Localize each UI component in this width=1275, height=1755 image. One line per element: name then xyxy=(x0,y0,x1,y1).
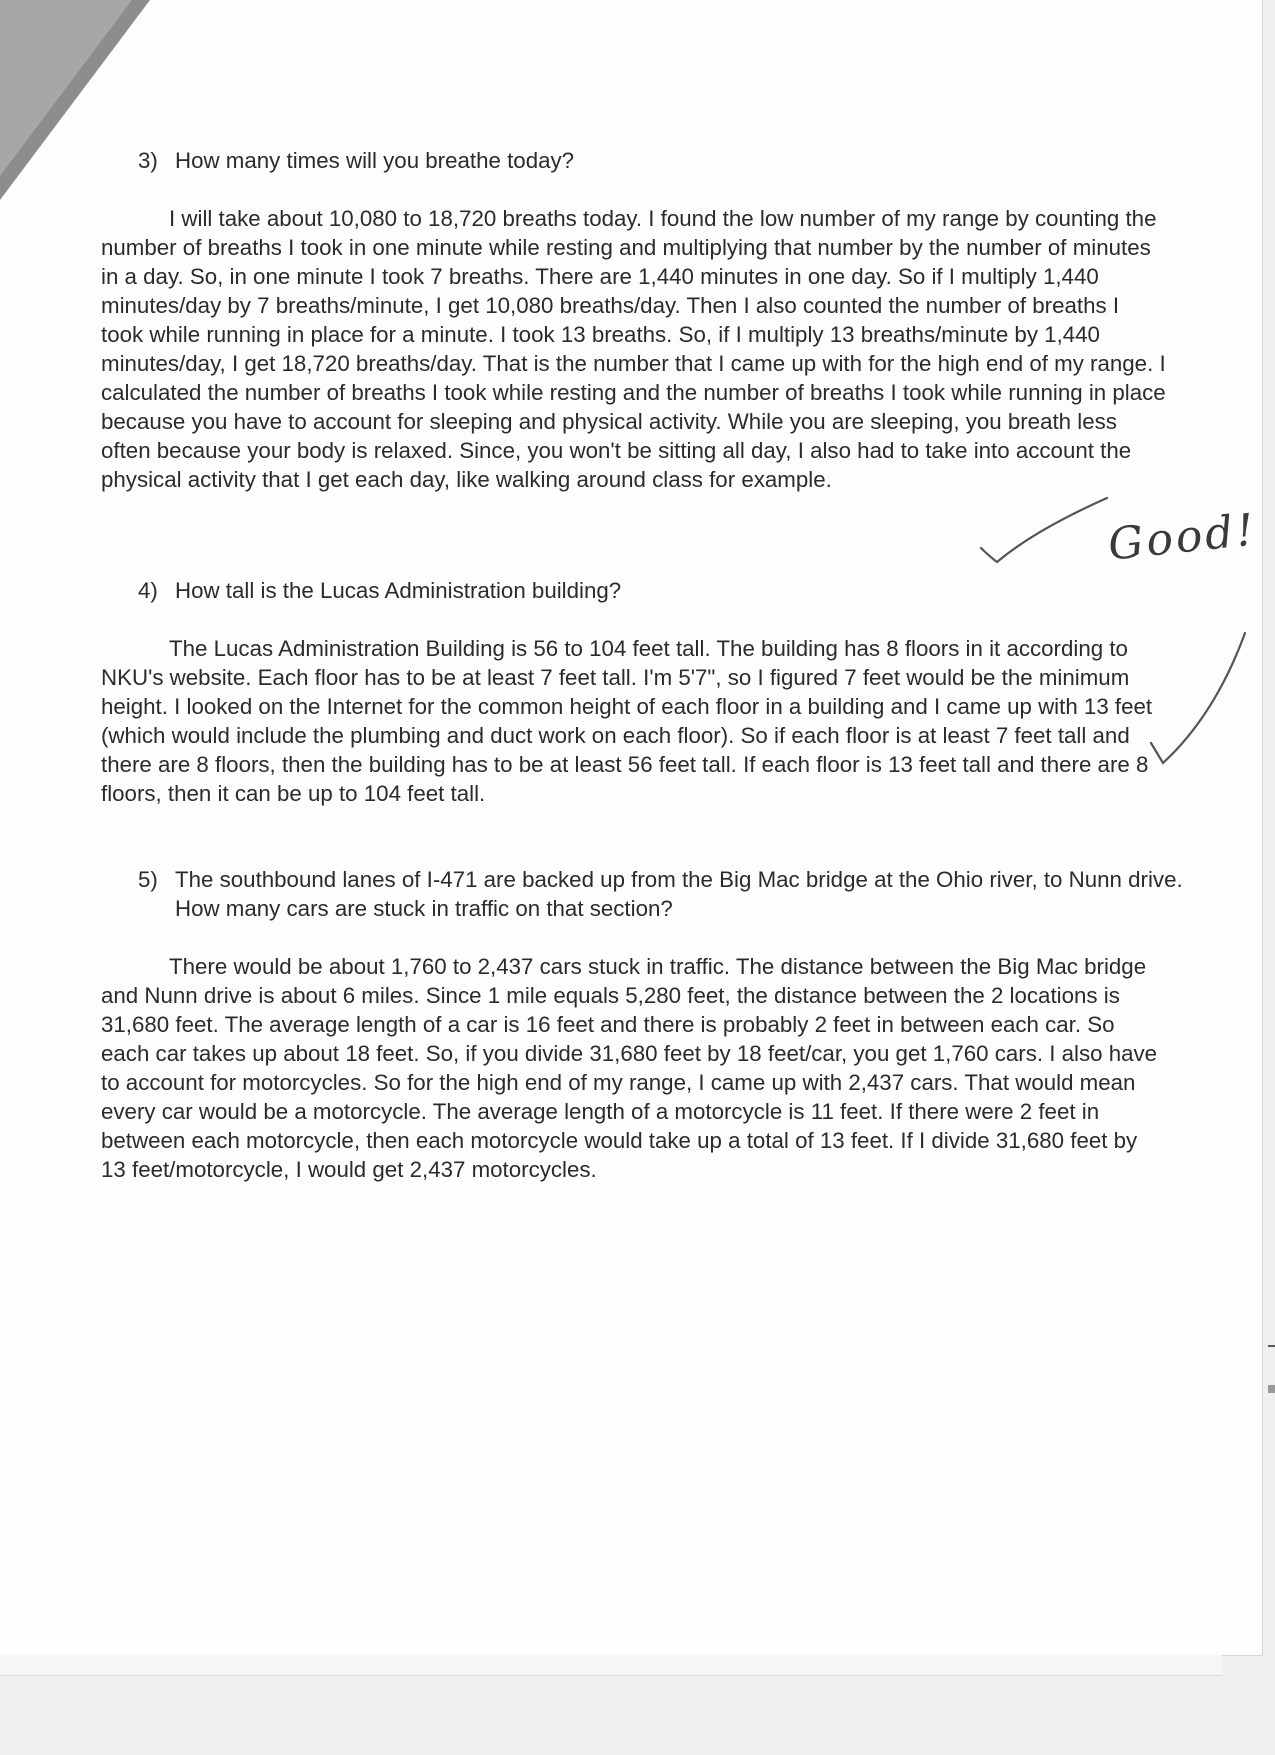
question-number: 4) xyxy=(138,578,158,603)
scan-edge-mark xyxy=(1268,1385,1275,1393)
question-text: How tall is the Lucas Administration building? xyxy=(175,578,622,603)
answer-4: The Lucas Administration Building is 56 to 104 feet tall. The building has 8 floors in it according to NKU's website. Each floor has to be at least 7 feet tall. I'm 5'7", so I figured 7 feet would be the minimum height. I looked on the Internet for the common height of each floor in a building and I came up with 13 feet (which would include the plumbing and duct work on each floor). So if each floor is at least 7 feet tall and there are 8 floors, then the building has to be at least 56 feet tall. If each floor is 13 feet tall and there are 8 floors, then it can be up to 104 feet tall. xyxy=(101,636,1153,806)
check-mark-icon xyxy=(1145,625,1255,775)
answer-3: I will take about 10,080 to 18,720 breaths today. I found the low number of my range by counting the number of breaths I took in one minute while resting and multiplying that number by the number of minutes in a day. So, in one minute I took 7 breaths. There are 1,440 minutes in one day. So if I multiply 1,440 minutes/day by 7 breaths/minute, I get 10,080 breaths/day. Then I also counted the number of breaths I took while running in place for a minute. I took 13 breaths. So, if I multiply 13 breaths/minute by 1,440 minutes/day, I get 18,720 breaths/day. That is the number that I came up with for the high end of my range. I calculated the number of breaths I took while resting and the number of breaths I took while running in place because you have to account for sleeping and physical activity. While you are sleeping, you breath less often because your body is relaxed. Since, you won't be sitting all day, I also had to take into account the physical activity that I get each day, like walking around class for example. xyxy=(101,206,1166,492)
scan-edge-mark xyxy=(1268,1345,1275,1347)
page-underlayer xyxy=(0,1655,1222,1676)
folded-corner-shadow xyxy=(0,0,132,176)
check-mark-icon xyxy=(975,490,1115,570)
question-number: 5) xyxy=(138,867,158,892)
question-text: The southbound lanes of I-471 are backed up from the Big Mac bridge at the Ohio river, to Nunn drive. How many cars are stuck in traffic on that section? xyxy=(175,867,1183,921)
question-text: How many times will you breathe today? xyxy=(175,148,575,173)
handwritten-grade-note: Good! xyxy=(1105,504,1260,571)
question-number: 3) xyxy=(138,148,158,173)
answer-5: There would be about 1,760 to 2,437 cars stuck in traffic. The distance between the Big Mac bridge and Nunn drive is about 6 miles. Since 1 mile equals 5,280 feet, the distance between the 2 locations is 31,680 feet. The average length of a car is 16 feet and there is probably 2 feet in between each car. So each car takes up about 18 feet. So, if you divide 31,680 feet by 18 feet/car, you get 1,760 cars. I also have to account for motorcycles. So for the high end of my range, I came up with 2,437 cars. That would mean every car would be a motorcycle. The average length of a motorcycle is 11 feet. If there were 2 feet in between each motorcycle, then each motorcycle would take up a total of 13 feet. If I divide 31,680 feet by 13 feet/motorcycle, I would get 2,437 motorcycles. xyxy=(101,954,1158,1182)
